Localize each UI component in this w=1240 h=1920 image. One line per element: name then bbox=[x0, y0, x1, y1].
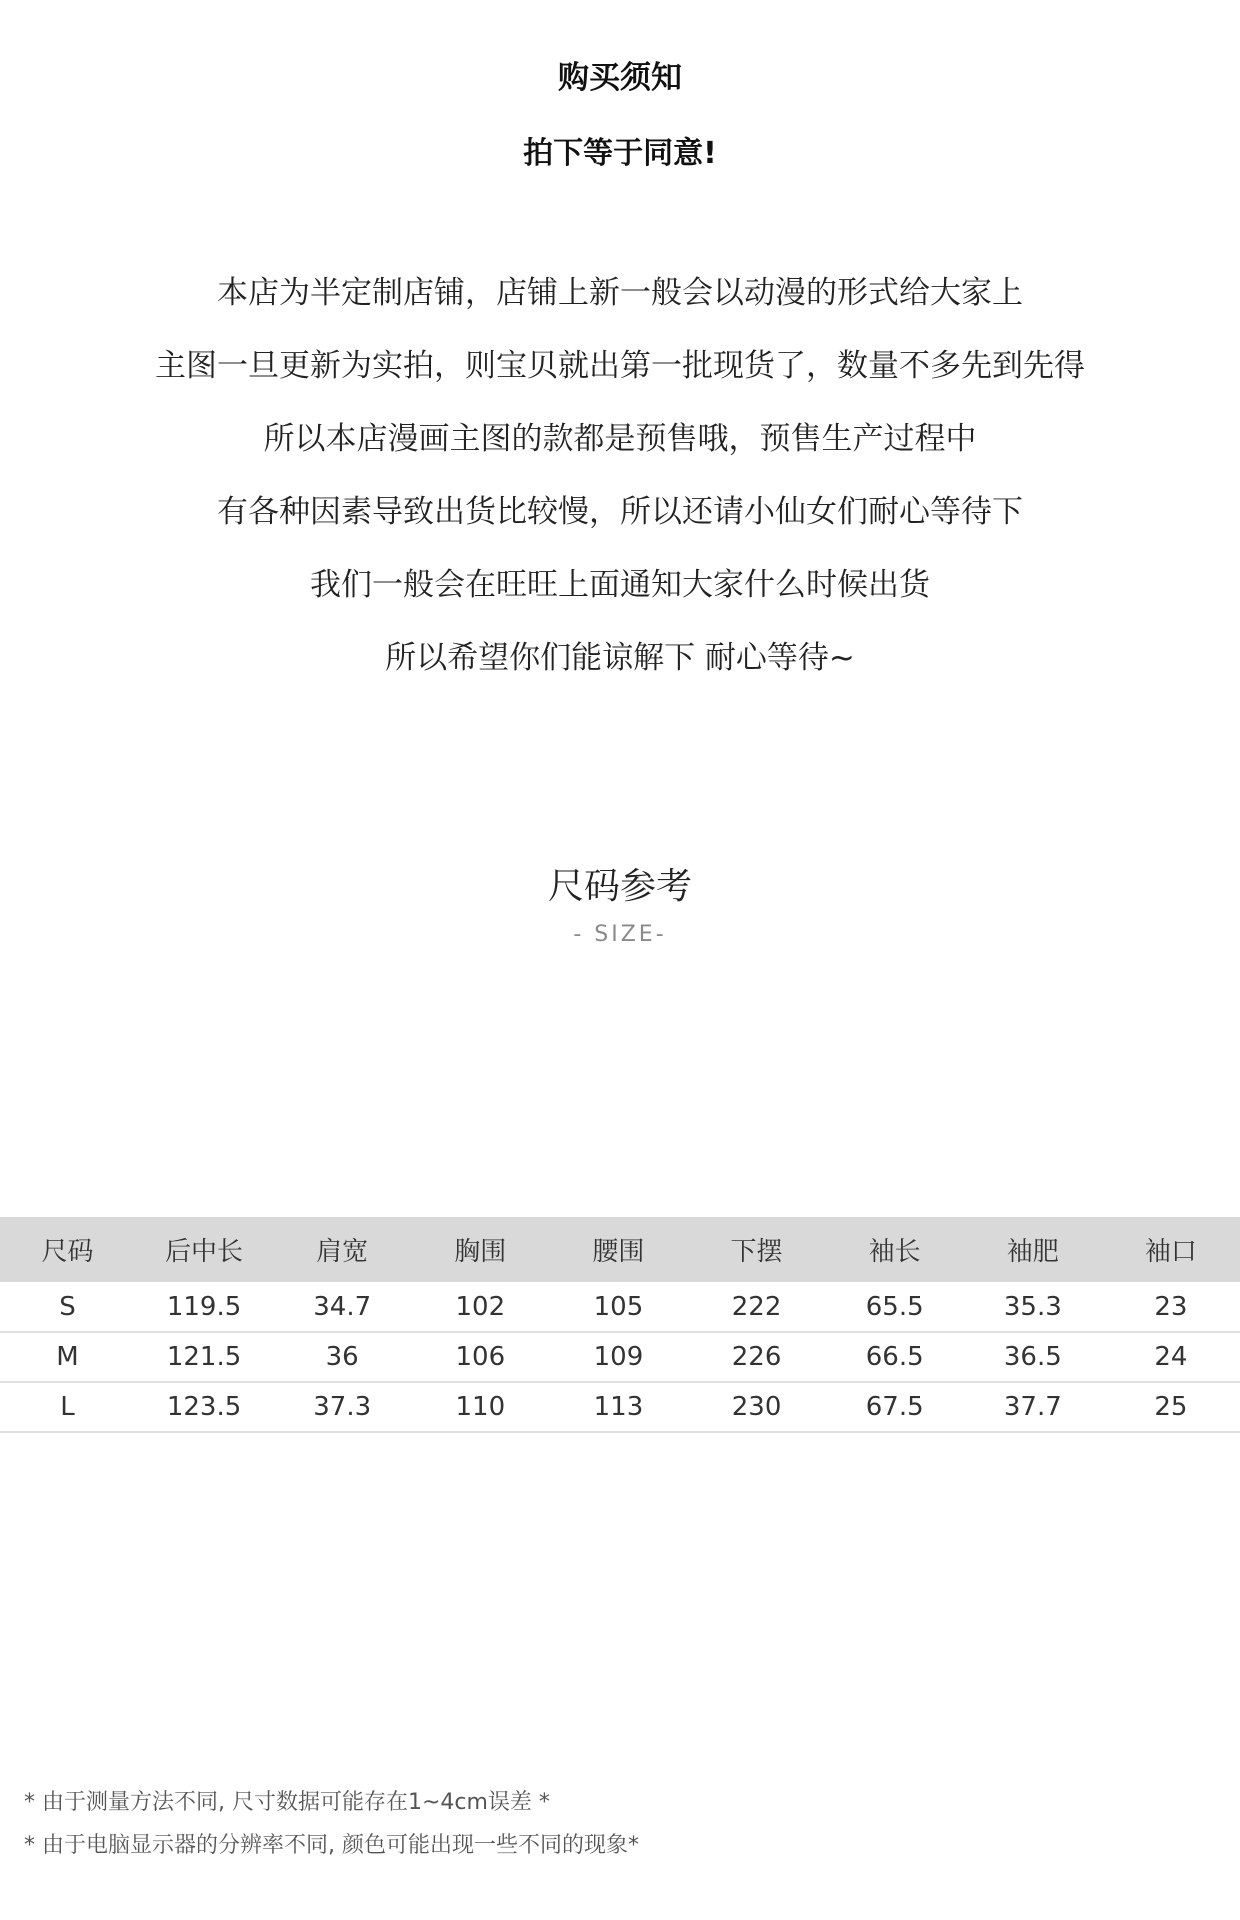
table-cell: 110 bbox=[411, 1382, 549, 1432]
table-cell: 66.5 bbox=[826, 1332, 964, 1382]
notice-line: 所以希望你们能谅解下 耐心等待~ bbox=[385, 640, 855, 676]
table-cell: 123.5 bbox=[135, 1382, 273, 1432]
table-cell: 222 bbox=[688, 1282, 826, 1332]
table-cell: 37.7 bbox=[964, 1382, 1102, 1432]
header-hem: 下摆 bbox=[688, 1217, 826, 1282]
header-sleeve-width: 袖肥 bbox=[964, 1217, 1102, 1282]
table-cell: 230 bbox=[688, 1382, 826, 1432]
table-cell: 106 bbox=[411, 1332, 549, 1382]
table-cell: S bbox=[0, 1282, 135, 1332]
table-cell: 23 bbox=[1102, 1282, 1240, 1332]
table-cell: 37.3 bbox=[273, 1382, 411, 1432]
purchase-notice-subtitle: 拍下等于同意! bbox=[523, 136, 717, 171]
footnote-color: * 由于电脑显示器的分辨率不同, 颜色可能出现一些不同的现象* bbox=[24, 1833, 639, 1858]
table-cell: 109 bbox=[549, 1332, 687, 1382]
table-cell: 34.7 bbox=[273, 1282, 411, 1332]
purchase-notice-title: 购买须知 bbox=[558, 60, 682, 96]
table-cell: L bbox=[0, 1382, 135, 1432]
header-shoulder: 肩宽 bbox=[273, 1217, 411, 1282]
table-cell: M bbox=[0, 1332, 135, 1382]
table-cell: 119.5 bbox=[135, 1282, 273, 1332]
size-table bbox=[0, 1217, 1240, 1433]
footnote-measurement: * 由于测量方法不同, 尺寸数据可能存在1~4cm误差 * bbox=[24, 1790, 550, 1815]
table-cell: 102 bbox=[411, 1282, 549, 1332]
notice-line: 有各种因素导致出货比较慢，所以还请小仙女们耐心等待下 bbox=[217, 494, 1023, 530]
table-cell: 24 bbox=[1102, 1332, 1240, 1382]
footnotes bbox=[24, 1788, 639, 1874]
table-cell: 36.5 bbox=[964, 1332, 1102, 1382]
notice-line: 我们一般会在旺旺上面通知大家什么时候出货 bbox=[310, 567, 930, 603]
table-cell: 65.5 bbox=[826, 1282, 964, 1332]
header-waist: 腰围 bbox=[549, 1217, 687, 1282]
table-cell: 67.5 bbox=[826, 1382, 964, 1432]
table-cell: 121.5 bbox=[135, 1332, 273, 1382]
notice-line: 主图一旦更新为实拍，则宝贝就出第一批现货了，数量不多先到先得 bbox=[155, 348, 1085, 384]
table-cell: 113 bbox=[549, 1382, 687, 1432]
table-cell: 36 bbox=[273, 1332, 411, 1382]
size-reference-title: 尺码参考 bbox=[547, 866, 692, 907]
table-row bbox=[0, 1382, 1240, 1432]
purchase-notice-body bbox=[0, 272, 1240, 710]
size-table-header-row bbox=[0, 1217, 1240, 1282]
table-cell: 25 bbox=[1102, 1382, 1240, 1432]
header-back-length: 后中长 bbox=[135, 1217, 273, 1282]
size-reference-subtitle: - SIZE- bbox=[573, 922, 667, 947]
table-cell: 35.3 bbox=[964, 1282, 1102, 1332]
notice-line: 所以本店漫画主图的款都是预售哦，预售生产过程中 bbox=[263, 421, 977, 457]
header-cuff: 袖口 bbox=[1102, 1217, 1240, 1282]
table-row bbox=[0, 1332, 1240, 1382]
table-cell: 105 bbox=[549, 1282, 687, 1332]
header-sleeve-length: 袖长 bbox=[826, 1217, 964, 1282]
table-cell: 226 bbox=[688, 1332, 826, 1382]
notice-line: 本店为半定制店铺，店铺上新一般会以动漫的形式给大家上 bbox=[217, 275, 1023, 311]
table-row bbox=[0, 1282, 1240, 1332]
header-size: 尺码 bbox=[0, 1217, 135, 1282]
header-bust: 胸围 bbox=[411, 1217, 549, 1282]
